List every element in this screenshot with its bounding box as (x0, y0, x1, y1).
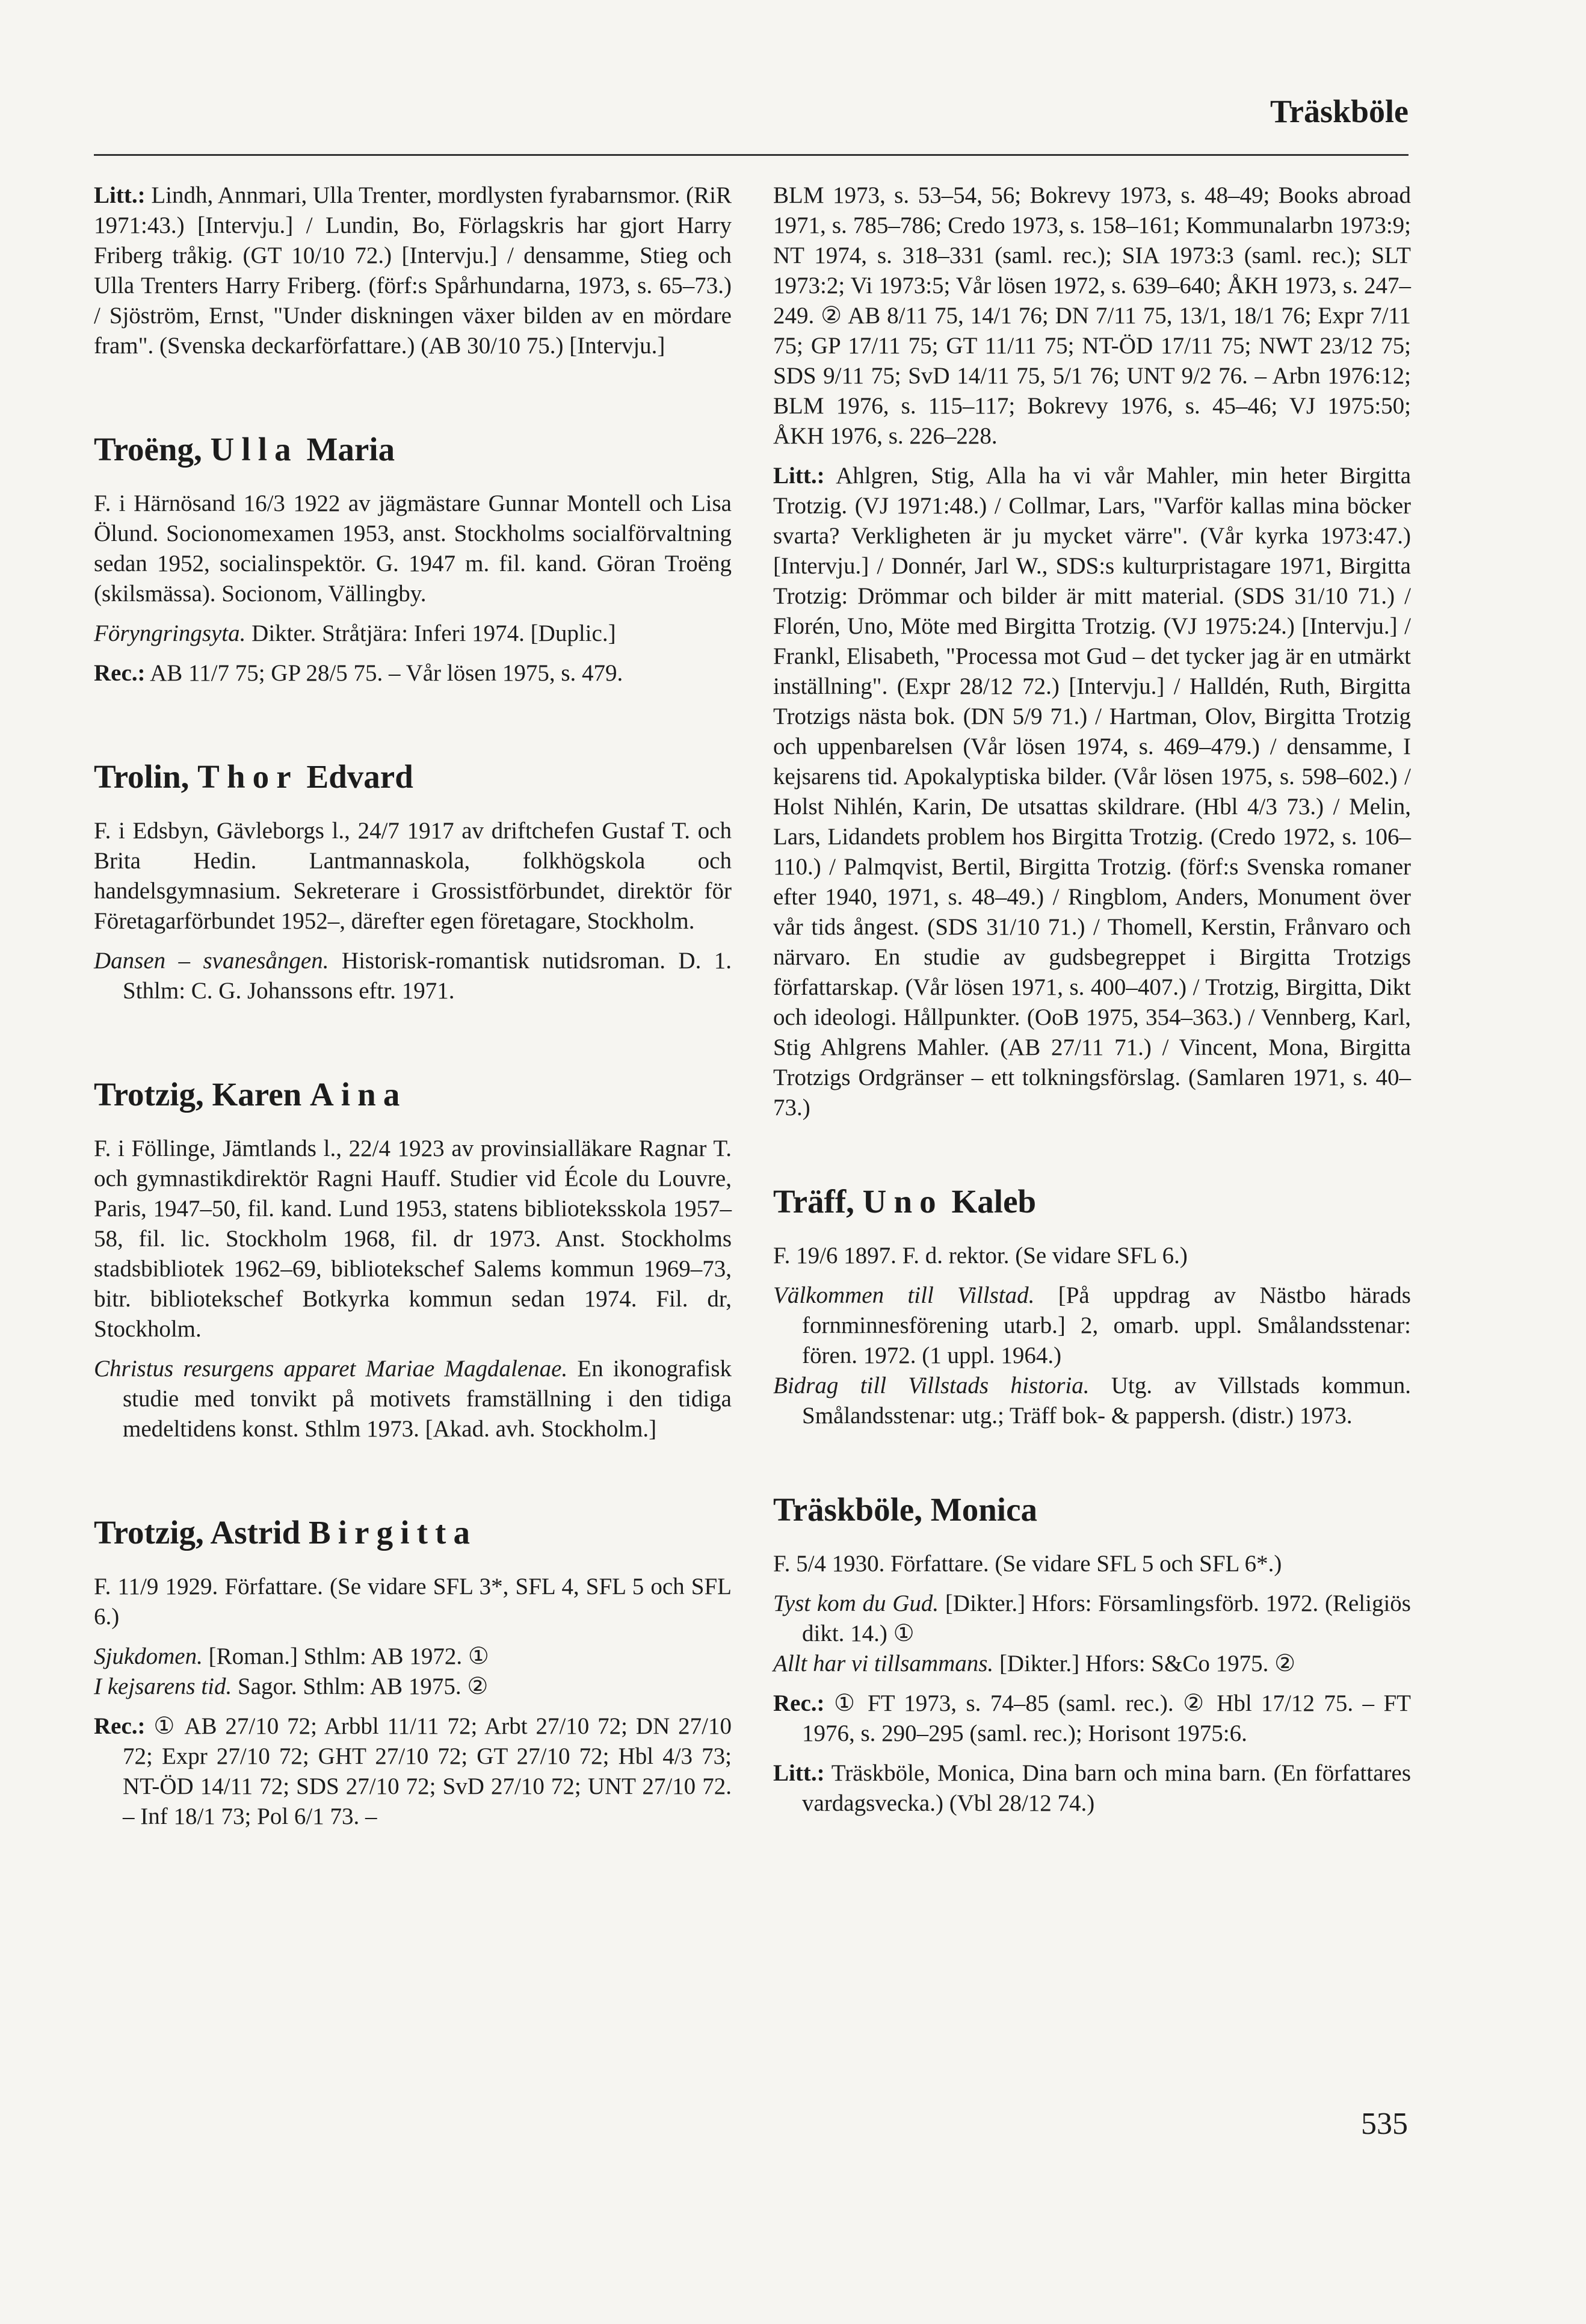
entry-work: Tyst kom du Gud. [Dikter.] Hfors: Församlingsförb. 1972. (Religiös dikt. 14.) ① (773, 1590, 1411, 1646)
entry-name: Troëng, Ulla Maria (94, 431, 395, 468)
entry-bio: F. i Edsbyn, Gävleborgs l., 24/7 1917 av driftchefen Gustaf T. och Brita Hedin. Lantmannaskola, folkhögskola och handelsgymnasium. Sekreterare i Grossistförbundet, direktör för Företagarförbundet 1952–, därefter egen företagare, Stockholm. (94, 818, 732, 934)
litt-label: Litt.: (773, 463, 825, 489)
entry-work: I kejsarens tid. Sagor. Sthlm: AB 1975. ② (94, 1673, 489, 1699)
entry-work: Dansen – svanesången. Historisk-romantisk nutidsroman. D. 1. Sthlm: C. G. Johanssons eftr. 1971. (94, 948, 732, 1004)
entry-bio: F. i Härnösand 16/3 1922 av jägmästare Gunnar Montell och Lisa Ölund. Socionomexamen 1953, anst. Stockholms socialförvaltning sedan 1952, socialinspektör. G. 1947 m. fil. kand. Göran Troëng (skilsmässa). Socionom, Vällingby. (94, 490, 732, 607)
right-column (773, 181, 1411, 1819)
entry-work: Bidrag till Villstads historia. Utg. av Villstads kommun. Smålandsstenar: utg.; Träff bok- & pappersh. (distr.) 1973. (773, 1373, 1412, 1429)
entry-birgitta (94, 1512, 732, 1832)
header-rule (94, 154, 1409, 156)
left-column (94, 181, 732, 1832)
work-title: Föryngringsyta. (94, 620, 246, 646)
entry-work: Sjukdomen. [Roman.] Sthlm: AB 1972. ① (94, 1643, 489, 1669)
entry-bio: F. 5/4 1930. Författare. (Se vidare SFL 5 och SFL 6*.) (773, 1551, 1282, 1577)
work-title: Sjukdomen. (94, 1643, 203, 1669)
work-title: Christus resurgens apparet Mariae Magdalenae. (94, 1356, 568, 1382)
litt-paragraph (94, 181, 732, 361)
litt-text: Lindh, Annmari, Ulla Trenter, mordlysten fyrabarnsmor. (RiR 1971:43.) [Intervju.] / Lundin, Bo, Förlagskris har gjort Harry Friberg tråkig. (GT 10/10 72.) [Intervju.] / densamme, Stieg och Ulla Trenters Harry Friberg. (förf:s Spårhundarna, 1973, s. 65–73.) / Sjöström, Ernst, "Under diskningen växer bilden av en mördare fram". (Svenska deckarförfattare.) (AB 30/10 75.) [Intervju.] (94, 182, 732, 359)
running-header: Träskböle (1270, 93, 1409, 129)
litt-label: Litt.: (94, 182, 146, 208)
entry-litt: Litt.: Träskböle, Monica, Dina barn och mina barn. (En författares vardagsvecka.) (Vbl 28/12 74.) (773, 1760, 1411, 1816)
entry-work: Christus resurgens apparet Mariae Magdalenae. En ikonografisk studie med tonvikt på motivets framställning i den tidiga medeltidens konst. Sthlm 1973. [Akad. avh. Stockholm.] (94, 1356, 732, 1442)
entry-rec: Rec.: AB 11/7 75; GP 28/5 75. – Vår lösen 1975, s. 479. (94, 660, 623, 686)
work-title: Välkommen till Villstad. (773, 1282, 1035, 1308)
page-number: 535 (1361, 2107, 1408, 2141)
entry-bio: F. 11/9 1929. Författare. (Se vidare SFL 3*, SFL 4, SFL 5 och SFL 6.) (94, 1574, 732, 1630)
work-title: I kejsarens tid. (94, 1673, 232, 1699)
entry-rec: Rec.: ① AB 27/10 72; Arbbl 11/11 72; Arbt 27/10 72; DN 27/10 72; Expr 27/10 72; GHT 27/10 72; GT 27/10 72; Hbl 4/3 73; NT-ÖD 14/11 72; SDS 27/10 72; SvD 27/10 72; UNT 27/10 72. – Inf 18/1 73; Pol 6/1 73. – (94, 1713, 732, 1829)
entry-name: Träskböle, Monica (773, 1491, 1037, 1528)
entry-name: Trotzig, Astrid Birgitta (94, 1514, 478, 1551)
entry-name: Trolin, Thor Edvard (94, 758, 413, 795)
entry-name: Trotzig, Karen Aina (94, 1076, 407, 1113)
entry-traff (773, 1181, 1411, 1431)
entry-bio: F. 19/6 1897. F. d. rektor. (Se vidare SFL 6.) (773, 1243, 1188, 1269)
rec-continuation: BLM 1973, s. 53–54, 56; Bokrevy 1973, s. 48–49; Books abroad 1971, s. 785–786; Credo 1973, s. 158–161; Kommunalarbn 1973:9; NT 1974, s. 318–331 (saml. rec.); SIA 1973:3 (saml. rec.); SLT 1973:2; Vi 1973:5; Vår lösen 1972, s. 639–640; ÅKH 1973, s. 247–249. ② AB 8/11 75, 14/1 76; DN 7/11 75, 13/1, 18/1 76; Expr 7/11 75; GP 17/11 75; GT 11/11 75; NT-ÖD 17/11 75; NWT 23/12 75; SDS 9/11 75; SvD 14/11 75, 5/1 76; UNT 9/2 76. – Arbn 1976:12; BLM 1976, s. 115–117; Bokrevy 1976, s. 45–46; VJ 1975:50; ÅKH 1976, s. 226–228. (773, 182, 1411, 449)
entry-trolin (94, 756, 732, 1006)
entry-work: Välkommen till Villstad. [På uppdrag av Nästbo härads fornminnesförening utarb.] 2, omarb. uppl. Smålandsstenar: fören. 1972. (1 uppl. 1964.) (773, 1282, 1411, 1368)
litt-text: Ahlgren, Stig, Alla ha vi vår Mahler, min heter Birgitta Trotzig. (VJ 1971:48.) / Collmar, Lars, "Varför kallas mina böcker svarta? Verkligheten är ju mycket värre". (Vår kyrka 1973:47.) [Intervju.] / Donnér, Jarl W., SDS:s kulturpristagare 1971, Birgitta Trotzig: Drömmar och bilder är mitt material. (SDS 31/10 71.) / Florén, Uno, Möte med Birgitta Trotzig. (VJ 1975:24.) [Intervju.] / Frankl, Elisabeth, "Processa mot Gud – det tycker jag är en utmärkt inställning". (Expr 28/12 72.) [Intervju.] / Halldén, Ruth, Birgitta Trotzigs nästa bok. (DN 5/9 71.) / Hartman, Olov, Birgitta Trotzig och uppenbarelsen (Vår lösen 1974, s. 469–479.) / densamme, I kejsarens tid. Apokalyptiska bilder. (Vår lösen 1975, s. 598–602.) / Holst Nihlén, Karin, De utsattas skildrare. (Hbl 4/3 73.) / Melin, Lars, Lidandets problem hos Birgitta Trotzig. (Credo 1972, s. 106–110.) / Palmqvist, Bertil, Birgitta Trotzig. (förf:s Svenska romaner efter 1940, 1971, s. 48–49.) / Ringblom, Anders, Monument över vår tids ångest. (SDS 31/10 71.) / Thomell, Kerstin, Frånvaro och närvaro. En studie av gudsbegreppet i Birgitta Trotzigs författarskap. (Vår lösen 1971, s. 400–407.) / Trotzig, Birgitta, Dikt och ideologi. Hållpunkter. (OoB 1975, 354–363.) / Vennberg, Karl, Stig Ahlgrens Mahler. (AB 27/11 71.) / Vincent, Mona, Birgitta Trotzigs Ordgränser – ett tolkningsförslag. (Samlaren 1971, s. 40–73.) (773, 463, 1411, 1120)
work-title: Dansen – svanesången. (94, 948, 329, 974)
entry-work: Allt har vi tillsammans. [Dikter.] Hfors: S&Co 1975. ② (773, 1651, 1296, 1677)
entry-name: Träff, Uno Kaleb (773, 1183, 1037, 1220)
work-title: Tyst kom du Gud. (773, 1590, 939, 1616)
work-title: Bidrag till Villstads historia. (773, 1373, 1090, 1398)
entry-traskbole (773, 1489, 1411, 1819)
entry-bio: F. i Föllinge, Jämtlands l., 22/4 1923 av provinsialläkare Ragnar T. och gymnastikdirektör Ragni Hauff. Studier vid École du Louvre, Paris, 1947–50, fil. kand. Lund 1953, statens biblioteksskola 1957–58, fil. lic. Stockholm 1968, fil. dr 1973. Anst. Stockholms stadsbibliotek 1962–69, bibliotekschef Salems kommun 1969–73, bitr. bibliotekschef Botkyrka kommun sedan 1974. Fil. dr, Stockholm. (94, 1136, 732, 1342)
entry-karen (94, 1074, 732, 1444)
entry-work: Föryngringsyta. Dikter. Stråtjära: Inferi 1974. [Duplic.] (94, 620, 616, 646)
entry-troeng (94, 428, 732, 688)
entry-rec: Rec.: ① FT 1973, s. 74–85 (saml. rec.). ② Hbl 17/12 75. – FT 1976, s. 290–295 (saml. rec.); Horisont 1975:6. (773, 1690, 1411, 1746)
work-title: Allt har vi tillsammans. (773, 1651, 994, 1677)
litt-paragraph (773, 461, 1411, 1123)
